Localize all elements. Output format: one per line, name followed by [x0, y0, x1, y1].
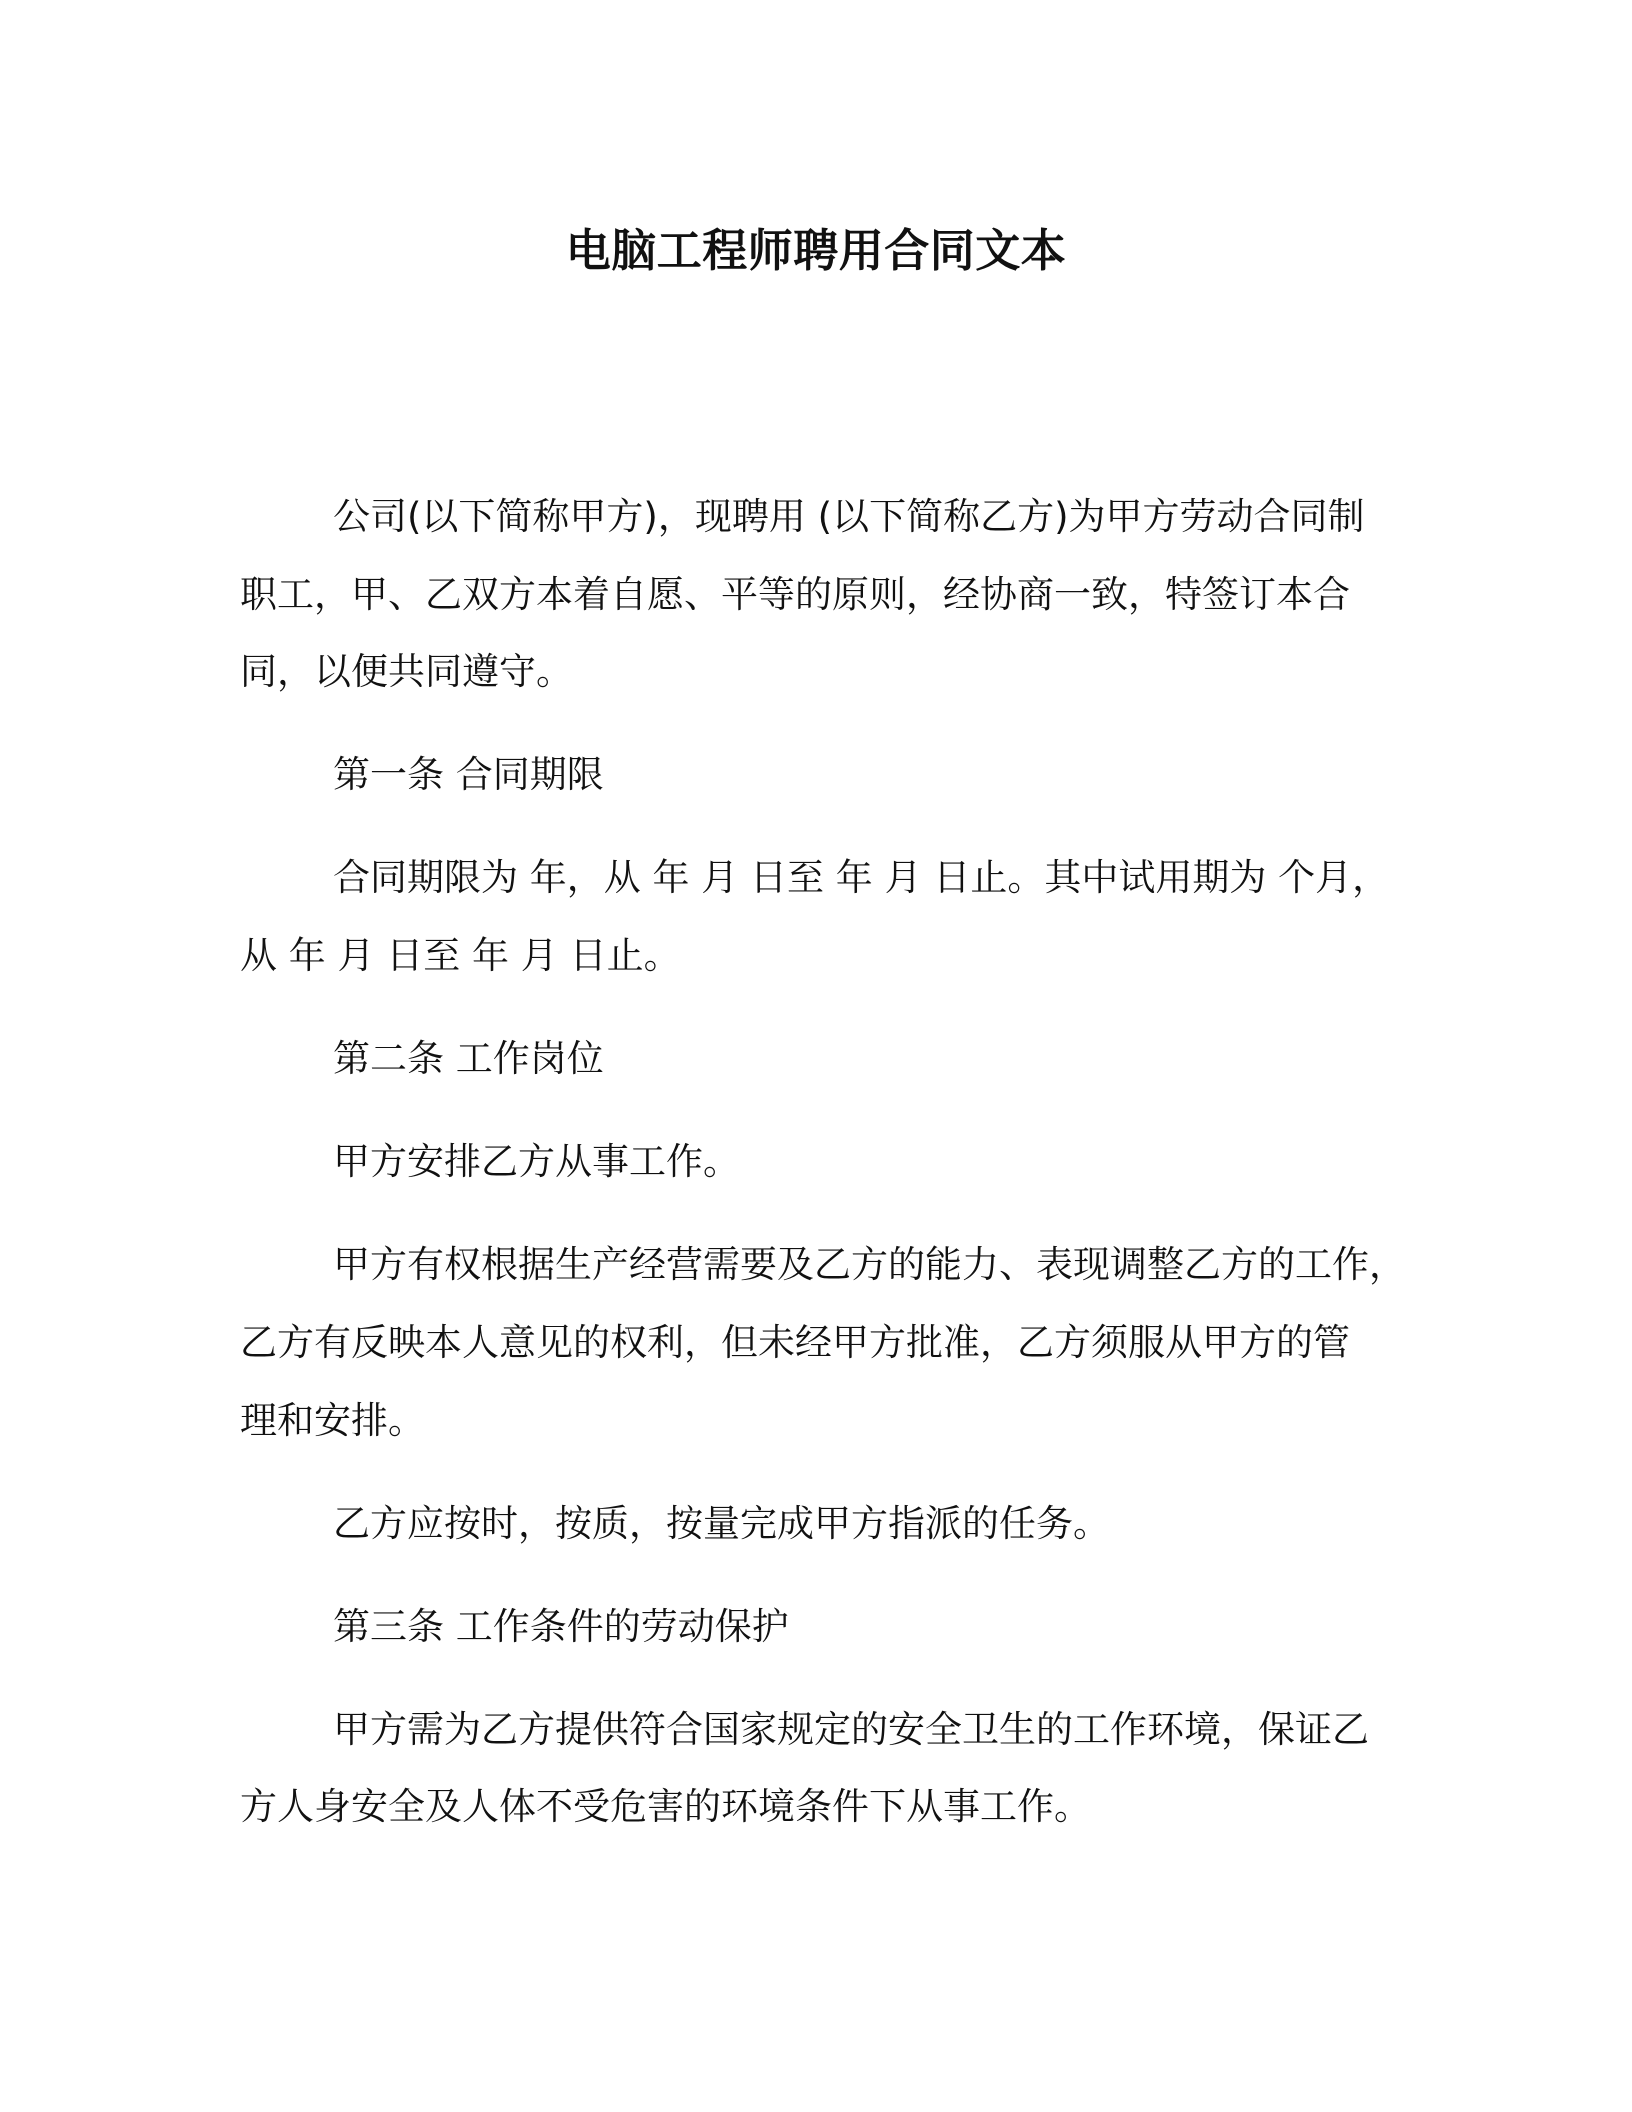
article-3-heading — [240, 1588, 1440, 1666]
text-line: 第二条 工作岗位 — [333, 1037, 604, 1081]
article-1-term — [240, 839, 1440, 994]
article-1-heading — [240, 736, 1440, 814]
text-line: 理和安排。 — [240, 1398, 425, 1442]
article-3-conditions — [240, 1691, 1440, 1846]
page-title: 电脑工程师聘用合同文本 — [565, 224, 1067, 277]
text-line: 第三条 工作条件的劳动保护 — [333, 1604, 789, 1648]
text-line: 乙方有反映本人意见的权利，但未经甲方批准，乙方须服从甲方的管 — [240, 1320, 1350, 1364]
text-line: 乙方应按时，按质，按量完成甲方指派的任务。 — [333, 1501, 1110, 1545]
article-2-assignment — [240, 1123, 1440, 1201]
text-line: 第一条 合同期限 — [333, 753, 604, 797]
text-line: 同，以便共同遵守。 — [240, 650, 573, 694]
paragraph-intro — [240, 478, 1440, 711]
text-line: 公司(以下简称甲方)，现聘用 (以下简称乙方)为甲方劳动合同制 — [333, 495, 1365, 538]
text-line: 方人身安全及人体不受危害的环境条件下从事工作。 — [240, 1785, 1091, 1829]
document-body — [240, 478, 1440, 1871]
text-line: 从 年 月 日至 年 月 日止。 — [240, 934, 681, 978]
text-line: 职工，甲、乙双方本着自愿、平等的原则，经协商一致，特签订本合 — [240, 572, 1350, 616]
text-line: 合同期限为 年，从 年 月 日至 年 月 日止。其中试用期为 个月， — [333, 856, 1390, 900]
article-2-duty — [240, 1485, 1440, 1563]
text-line: 甲方需为乙方提供符合国家规定的安全卫生的工作环境，保证乙 — [333, 1707, 1369, 1751]
article-2-heading — [240, 1020, 1440, 1098]
article-2-adjustment — [240, 1226, 1440, 1459]
text-line: 甲方安排乙方从事工作。 — [333, 1140, 740, 1184]
text-line: 甲方有权根据生产经营需要及乙方的能力、表现调整乙方的工作， — [333, 1243, 1406, 1287]
